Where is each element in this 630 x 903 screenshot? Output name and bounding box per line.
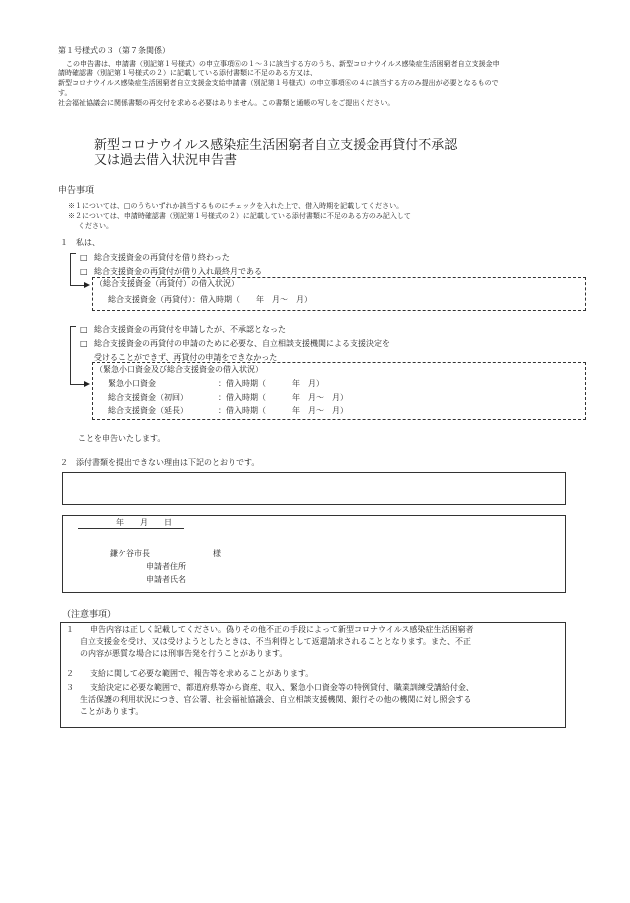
box-row-colon: ：借入時期（ bbox=[218, 393, 266, 402]
item-1-label: １ 私は、 bbox=[60, 238, 100, 247]
box-row-name: 総合支援資金（初回） bbox=[108, 393, 188, 402]
box-title: （緊急小口資金及び総合支援資金の借入状況） bbox=[95, 365, 263, 374]
caution-item: １ 申告内容は正しく記載してください。偽りその他不正の手段によって新型コロナウイルス感染症生活困窮者 bbox=[66, 625, 474, 634]
note-1: ※１については、□のうちいずれか該当するものにチェックを入れた上で、借入時期を記載してください。 bbox=[68, 202, 404, 210]
caution-item-cont: ことがあります。 bbox=[80, 707, 144, 716]
option-label: 総合支援資金の再貸付を申請したが、不承認となった bbox=[94, 325, 286, 334]
caution-heading: （注意事項） bbox=[62, 610, 117, 620]
date-field[interactable]: 年 月 日 bbox=[116, 518, 172, 527]
applicant-name-label: 申請者氏名 bbox=[146, 575, 186, 584]
page-title: 新型コロナウイルス感染症生活困窮者自立支援金再貸付不承認 bbox=[94, 138, 458, 153]
option-label: 総合支援資金の再貸付を借り終わった bbox=[94, 253, 230, 262]
box-row: 総合支援資金（再貸付）：借入時期（ 年 月～ 月） bbox=[108, 295, 312, 304]
option-label-cont: 受けることができず、再貸付の申請をできなかった bbox=[94, 353, 278, 362]
intro-line: この申告書は、申請書（別記第１号様式）の申立事項⑥の１～３に該当する方のうち、新型コロナウイルス感染症生活困窮者自立支援金申 bbox=[66, 60, 500, 68]
box-title: （総合支援資金（再貸付）の借入状況） bbox=[95, 279, 239, 288]
date-underline bbox=[78, 528, 184, 529]
reason-input-box[interactable] bbox=[62, 472, 566, 505]
box-row-name: 総合支援資金（延長） bbox=[108, 406, 188, 415]
caution-item-cont: 生活保護の利用状況につき、官公署、社会福祉協議会、自立相談支援機関、銀行その他の機関に対し照会する bbox=[80, 695, 472, 704]
box-row-period: 年 月） bbox=[292, 379, 324, 388]
item-2-label: ２ 添付書類を提出できない理由は下記のとおりです。 bbox=[60, 458, 260, 467]
checkbox-icon[interactable]: □ bbox=[80, 267, 88, 276]
box-row-colon: ：借入時期（ bbox=[218, 379, 266, 388]
bracket-line bbox=[70, 253, 71, 286]
caution-item: ２ 支給に関して必要な範囲で、報告等を求めることがあります。 bbox=[66, 669, 314, 678]
checkbox-icon[interactable]: □ bbox=[80, 253, 88, 262]
page-title-line2: 又は過去借入状況申告書 bbox=[94, 153, 238, 168]
option-label: 総合支援資金の再貸付が借り入れ最終月である bbox=[94, 267, 262, 276]
note-2: ※２については、申請時確認書（別記第１号様式の２）に記載している添付書類に不足のある方のみ記入して bbox=[68, 212, 411, 220]
box-row-period: 年 月～ 月） bbox=[292, 406, 348, 415]
section-heading: 申告事項 bbox=[58, 186, 95, 196]
recipient-honorific: 様 bbox=[213, 549, 221, 558]
checkbox-opt-c[interactable] bbox=[80, 325, 286, 336]
intro-line: 社会福祉協議会に関係書類の再交付を求める必要はありません。この書類と通帳の写しをご提出ください。 bbox=[58, 99, 395, 107]
recipient-mayor: 鎌ケ谷市長 bbox=[110, 549, 150, 558]
form-id: 第１号様式の３（第７条関係） bbox=[58, 46, 170, 55]
option-label: 総合支援資金の再貸付の申請のために必要な、自立相談支援機関による支援決定を bbox=[94, 339, 390, 348]
declaration-text: ことを申告いたします。 bbox=[78, 434, 166, 443]
bracket-line bbox=[70, 326, 71, 385]
caution-item-cont: 自立支援金を受け、又は受けようとしたときは、不当利得として返還請求されることとなります。また、不正 bbox=[80, 637, 472, 646]
intro-line: 請時確認書（別記第１号様式の２）に記載している添付書類に不足のある方又は、 bbox=[58, 69, 317, 77]
intro-line: 新型コロナウイルス感染症生活困窮者自立支援金支給申請書（別記第１号様式）の申立事項⑥の４に該当する方のみ提出が必要となるもので bbox=[58, 79, 499, 87]
arrow-icon bbox=[84, 381, 90, 387]
caution-item-cont: の内容が悪質な場合には刑事告発を行うことがあります。 bbox=[80, 649, 288, 658]
applicant-address-label: 申請者住所 bbox=[146, 562, 186, 571]
box-row-period: 年 月～ 月） bbox=[292, 393, 348, 402]
box-row-colon: ：借入時期（ bbox=[218, 406, 266, 415]
box-row-name: 緊急小口資金 bbox=[108, 379, 156, 388]
checkbox-opt-a[interactable] bbox=[80, 253, 230, 264]
bracket-line bbox=[70, 326, 76, 327]
arrow-icon bbox=[84, 282, 90, 288]
bracket-line bbox=[70, 253, 76, 254]
caution-item: ３ 支給決定に必要な範囲で、都道府県等から資産、収入、緊急小口資金等の特例貸付、職業訓練受講給付金、 bbox=[66, 683, 474, 692]
checkbox-icon[interactable]: □ bbox=[80, 339, 88, 348]
checkbox-icon[interactable]: □ bbox=[80, 325, 88, 334]
note-2-cont: ください。 bbox=[78, 222, 113, 230]
checkbox-opt-d[interactable] bbox=[80, 339, 390, 350]
intro-line: す。 bbox=[58, 89, 72, 97]
